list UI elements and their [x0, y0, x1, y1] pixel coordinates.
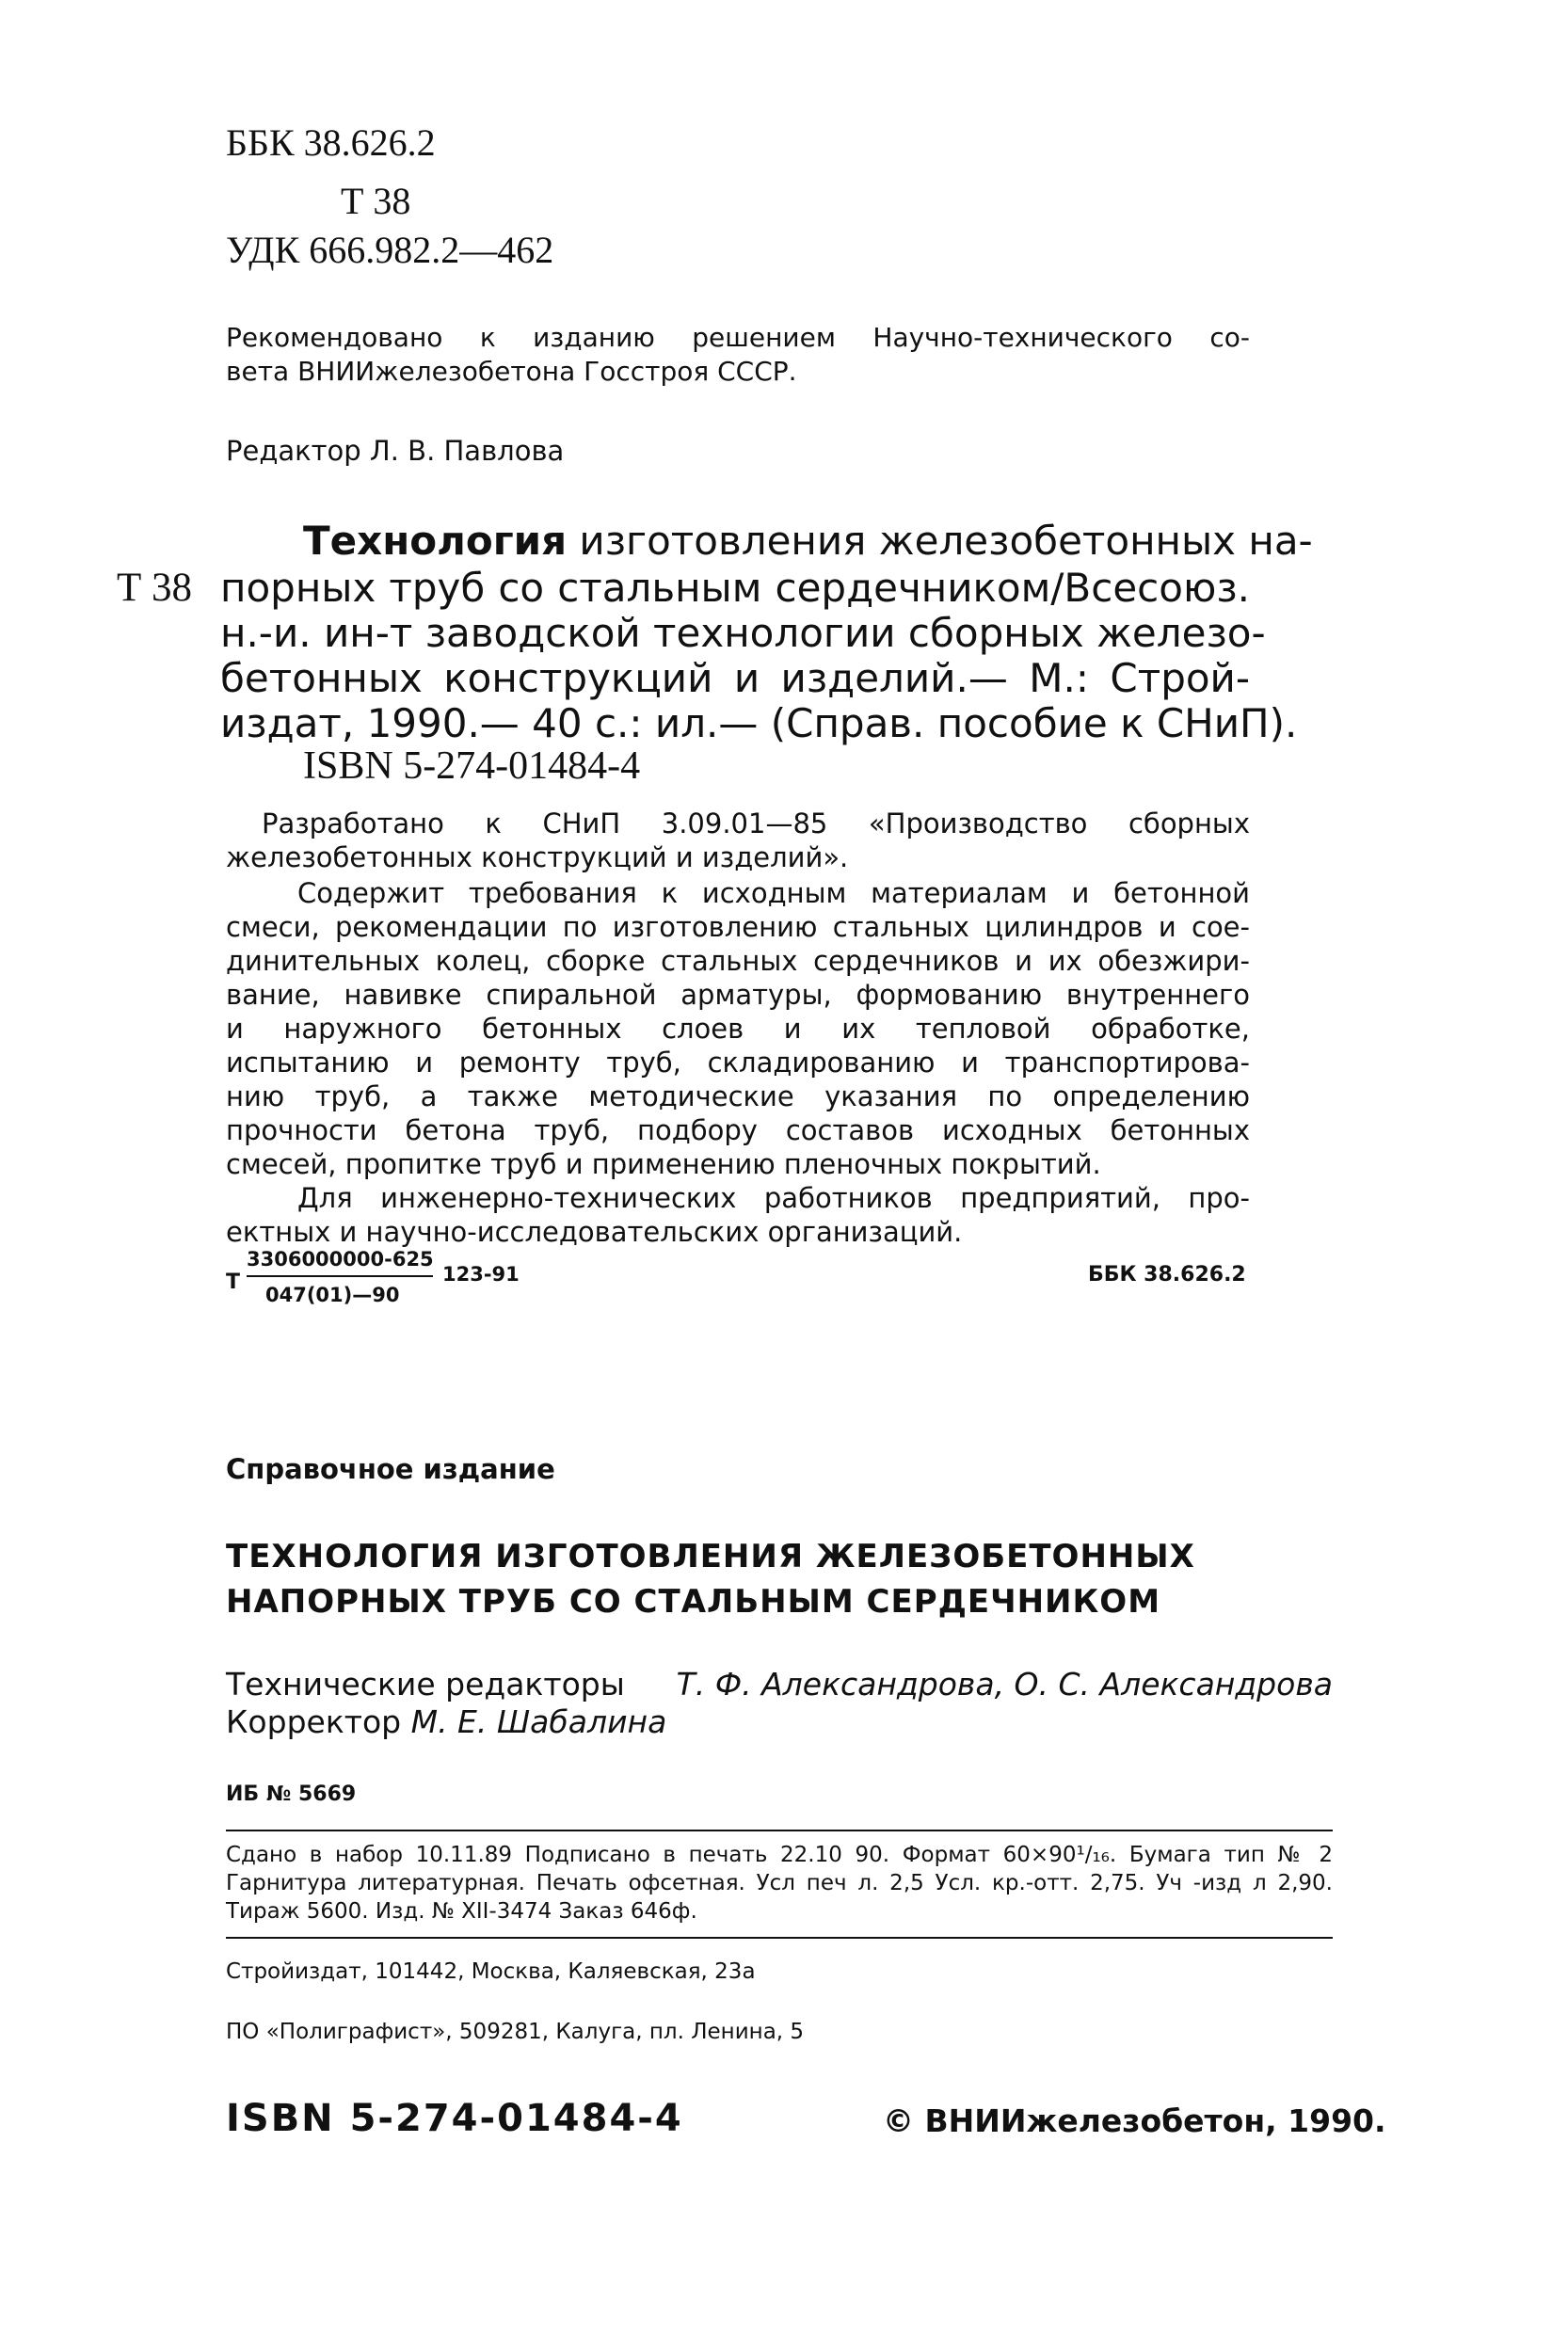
print-details-bottom-rule — [226, 1937, 1333, 1939]
bbk-code: ББК 38.626.2 — [226, 121, 436, 164]
catalog-isbn: ISBN 5-274-01484-4 — [303, 744, 641, 788]
corrector-label: Корректор — [226, 1703, 402, 1740]
title-line-1: ТЕХНОЛОГИЯ ИЗГОТОВЛЕНИЯ ЖЕЛЕЗОБЕТОННЫХ — [226, 1538, 1195, 1575]
print-details-top-rule — [226, 1830, 1333, 1831]
audience-line-1: Для инженерно-технических работников предприятий, про- — [297, 1182, 1250, 1214]
contents-line-3: динительных колец, сборке стальных сердечников и их обезжири- — [226, 945, 1250, 977]
contents-line-9: смесей, пропитке труб и применению пленочных покрытий. — [226, 1148, 1101, 1180]
title-line-2: НАПОРНЫХ ТРУБ СО СТАЛЬНЫМ СЕРДЕЧНИКОМ — [226, 1583, 1161, 1621]
index-letter: Т — [226, 1271, 241, 1294]
index-suffix: 123-91 — [442, 1263, 520, 1286]
tech-editors — [226, 1666, 1333, 1703]
print-details-line-1: Сдано в набор 10.11.89 Подписано в печать 22.10 90. Формат 60×90¹/₁₆. Бумага тип № 2 — [226, 1843, 1333, 1867]
catalog-line-3: н.-и. ин-т заводской технологии сборных железо- — [220, 610, 1266, 656]
developed-line-1: Разработано к СНиП 3.09.01—85 «Производство сборных — [262, 807, 1250, 839]
print-details-line-3: Тираж 5600. Изд. № XII-3474 Заказ 646ф. — [226, 1899, 697, 1924]
reference-edition: Справочное издание — [226, 1453, 555, 1485]
publisher-address: Стройиздат, 101442, Москва, Каляевская, 23а — [226, 1959, 756, 1984]
corrector — [226, 1703, 666, 1740]
audience-line-2: ектных и научно-исследовательских организаций. — [226, 1216, 963, 1248]
catalog-line-2: порных труб со стальным сердечником/Всесоюз. — [220, 565, 1250, 611]
index-numerator: 3306000000-625 — [247, 1248, 434, 1271]
tech-editors-names: Т. Ф. Александрова, О. С. Александрова — [676, 1666, 1333, 1703]
index-bbk: ББК 38.626.2 — [1088, 1263, 1246, 1287]
author-mark: Т 38 — [341, 180, 411, 222]
footer-copyright: © ВНИИжелезобетон, 1990. — [883, 2102, 1386, 2139]
udk-code: УДК 666.982.2—462 — [226, 229, 554, 271]
contents-line-6: испытанию и ремонту труб, складированию и транспортирова- — [226, 1047, 1250, 1079]
contents-line-4: вание, навивке спиральной арматуры, формованию внутреннего — [226, 979, 1250, 1011]
recommendation-line-2: вета ВНИИжелезобетона Госстроя СССР. — [226, 356, 797, 387]
corrector-name: М. Е. Шабалина — [410, 1703, 667, 1740]
print-details-line-2: Гарнитура литературная. Печать офсетная. Усл печ л. 2,5 Усл. кр.-отт. 2,75. Уч -изд л 2,90. — [226, 1871, 1333, 1895]
contents-line-1: Содержит требования к исходным материалам и бетонной — [297, 877, 1250, 909]
contents-line-2: смеси, рекомендации по изготовлению стальных цилиндров и сое- — [226, 911, 1250, 943]
catalog-author-mark: Т 38 — [117, 566, 193, 610]
catalog-line-4: бетонных конструкций и изделий.— М.: Строй- — [220, 655, 1250, 701]
recommendation-line-1: Рекомендовано к изданию решением Научно-технического со- — [226, 322, 1250, 353]
tech-editors-label: Технические редакторы — [226, 1666, 625, 1703]
contents-line-7: нию труб, а также методические указания по определению — [226, 1080, 1250, 1112]
printer-address: ПО «Полиграфист», 509281, Калуга, пл. Ленина, 5 — [226, 2020, 805, 2044]
index-fraction-bar — [247, 1275, 433, 1277]
ib-number: ИБ № 5669 — [226, 1782, 357, 1806]
developed-line-2: железобетонных конструкций и изделий». — [226, 841, 849, 873]
index-denominator: 047(01)—90 — [265, 1284, 400, 1306]
catalog-title-word: Технология — [303, 518, 568, 564]
contents-line-5: и наружного бетонных слоев и их тепловой обработке, — [226, 1013, 1250, 1045]
editor-credit: Редактор Л. В. Павлова — [226, 435, 565, 467]
footer-isbn: ISBN 5-274-01484-4 — [226, 2097, 683, 2140]
catalog-line-1: Технология изготовления железобетонных на- — [303, 518, 1313, 564]
contents-line-8: прочности бетона труб, подбору составов исходных бетонных — [226, 1114, 1250, 1146]
catalog-line-5: издат, 1990.— 40 с.: ил.— (Справ. пособие к СНиП). — [220, 700, 1298, 746]
